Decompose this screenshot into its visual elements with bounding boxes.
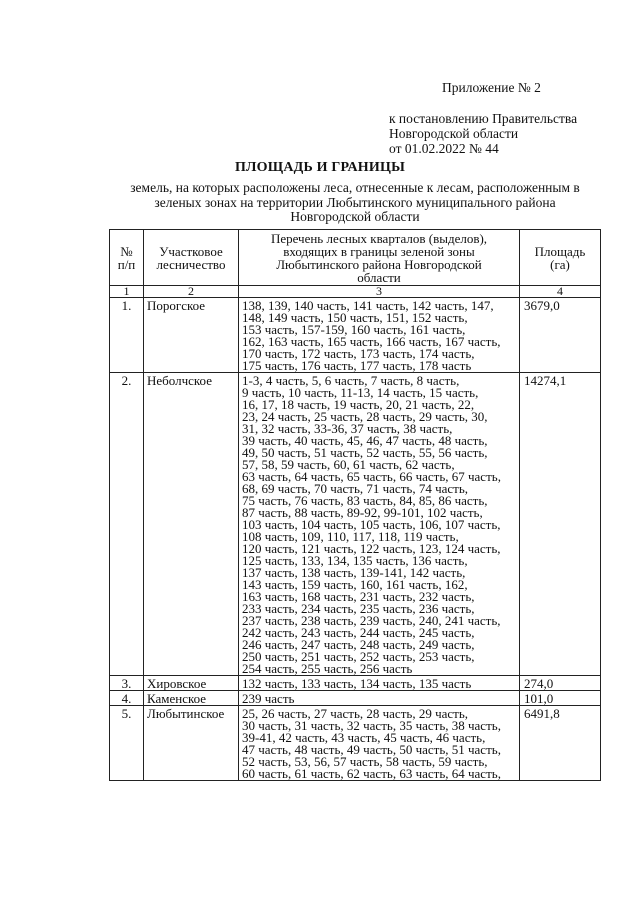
header-text-line: Любытинского района Новгородской bbox=[276, 256, 482, 272]
blocks-line: 137 часть, 138 часть, 139-141, 142 часть, bbox=[242, 565, 466, 580]
blocks-line: 103 часть, 104 часть, 105 часть, 106, 107 часть, bbox=[242, 517, 501, 532]
table-row bbox=[110, 298, 601, 373]
header-text-line: входящих в границы зеленой зоны bbox=[283, 243, 475, 259]
subtitle-line: земель, на которых расположены леса, отнесенные к лесам, расположенным в bbox=[130, 180, 580, 195]
header-number bbox=[110, 230, 144, 286]
blocks-line: 143 часть, 159 часть, 160, 161 часть, 162, bbox=[242, 577, 468, 592]
table-row bbox=[110, 691, 601, 706]
blocks-line: 162, 163 часть, 165 часть, 166 часть, 167 часть, bbox=[242, 334, 501, 349]
header-text-line: п/п bbox=[117, 256, 136, 272]
column-number: 1 bbox=[110, 286, 144, 298]
row-number-cell: 5. bbox=[110, 706, 144, 781]
appendix-line: от 01.02.2022 № 44 bbox=[389, 141, 499, 156]
blocks-line: 60 часть, 61 часть, 62 часть, 63 часть, 64 часть, bbox=[242, 766, 501, 781]
blocks-line: 30 часть, 31 часть, 32 часть, 35 часть, 38 часть, bbox=[242, 718, 501, 733]
blocks-line: 254 часть, 255 часть, 256 часть bbox=[242, 661, 413, 676]
row-number-cell: 3. bbox=[110, 676, 144, 691]
blocks-line: 52 часть, 53, 56, 57 часть, 58 часть, 59 часть, bbox=[242, 754, 488, 769]
header-area bbox=[520, 230, 601, 286]
column-number: 2 bbox=[144, 286, 239, 298]
subtitle-line: Новгородской области bbox=[290, 209, 420, 224]
column-number: 4 bbox=[520, 286, 601, 298]
row-number-cell: 1. bbox=[110, 298, 144, 373]
area-cell: 14274,1 bbox=[520, 373, 601, 676]
row-number-cell: 4. bbox=[110, 691, 144, 706]
blocks-line: 163 часть, 168 часть, 231 часть, 232 часть, bbox=[242, 589, 475, 604]
blocks-line: 49, 50 часть, 51 часть, 52 часть, 55, 56 часть, bbox=[242, 445, 488, 460]
appendix-line: Новгородской области bbox=[389, 126, 519, 141]
blocks-line: 87 часть, 88 часть, 89-92, 99-101, 102 часть, bbox=[242, 505, 483, 520]
blocks-line: 242 часть, 243 часть, 244 часть, 245 часть, bbox=[242, 625, 475, 640]
blocks-line: 138, 139, 140 часть, 141 часть, 142 часть, 147, bbox=[242, 298, 494, 313]
blocks-line: 175 часть, 176 часть, 177 часть, 178 часть bbox=[242, 358, 472, 373]
table-row bbox=[110, 706, 601, 781]
blocks-cell bbox=[239, 373, 520, 676]
forest-blocks-table bbox=[109, 229, 601, 781]
blocks-line: 237 часть, 238 часть, 239 часть, 240, 241 часть, bbox=[242, 613, 501, 628]
blocks-cell bbox=[239, 676, 520, 691]
area-cell: 274,0 bbox=[520, 676, 601, 691]
blocks-line: 250 часть, 251 часть, 252 часть, 253 часть, bbox=[242, 649, 475, 664]
blocks-line: 68, 69 часть, 70 часть, 71 часть, 74 часть, bbox=[242, 481, 469, 496]
blocks-line: 75 часть, 76 часть, 83 часть, 84, 85, 86 часть, bbox=[242, 493, 488, 508]
blocks-line: 108 часть, 109, 110, 117, 118, 119 часть, bbox=[242, 529, 459, 544]
header-blocks bbox=[239, 230, 520, 286]
forestry-cell: Неболчское bbox=[144, 373, 239, 676]
forestry-cell: Каменское bbox=[144, 691, 239, 706]
blocks-line: 39 часть, 40 часть, 45, 46, 47 часть, 48 часть, bbox=[242, 433, 488, 448]
blocks-line: 1-3, 4 часть, 5, 6 часть, 7 часть, 8 часть, bbox=[242, 373, 460, 388]
blocks-line: 132 часть, 133 часть, 134 часть, 135 часть bbox=[242, 676, 472, 691]
blocks-line: 120 часть, 121 часть, 122 часть, 123, 124 часть, bbox=[242, 541, 501, 556]
subtitle-line: зеленых зонах на территории Любытинского муниципального района bbox=[154, 194, 556, 210]
header-text-line: Участковое bbox=[159, 243, 223, 259]
table-body bbox=[110, 298, 601, 781]
document-title: ПЛОЩАДЬ И ГРАНИЦЫ bbox=[234, 160, 406, 175]
row-number-cell: 2. bbox=[110, 373, 144, 676]
appendix-block bbox=[389, 80, 619, 156]
blocks-line: 63 часть, 64 часть, 65 часть, 66 часть, 67 часть, bbox=[242, 469, 501, 484]
blocks-line: 233 часть, 234 часть, 235 часть, 236 часть, bbox=[242, 601, 475, 616]
blocks-line: 23, 24 часть, 25 часть, 28 часть, 29 часть, 30, bbox=[242, 409, 488, 424]
header-text-line: (га) bbox=[550, 256, 570, 272]
header-text-line: области bbox=[357, 269, 401, 285]
appendix-line: к постановлению Правительства bbox=[389, 111, 578, 126]
header-text-line: лесничество bbox=[156, 256, 226, 272]
header-forestry bbox=[144, 230, 239, 286]
blocks-line: 246 часть, 247 часть, 248 часть, 249 часть, bbox=[242, 637, 475, 652]
blocks-line: 16, 17, 18 часть, 19 часть, 20, 21 часть, 22, bbox=[242, 397, 475, 412]
blocks-line: 31, 32 часть, 33-36, 37 часть, 38 часть, bbox=[242, 421, 453, 436]
column-number-row bbox=[110, 286, 601, 298]
blocks-cell bbox=[239, 691, 520, 706]
appendix-number: Приложение № 2 bbox=[442, 80, 541, 95]
header-text-line: Перечень лесных кварталов (выделов), bbox=[270, 230, 488, 246]
header-text-line: № bbox=[120, 243, 133, 259]
blocks-cell bbox=[239, 706, 520, 781]
blocks-line: 9 часть, 10 часть, 11-13, 14 часть, 15 часть, bbox=[242, 385, 479, 400]
area-cell: 3679,0 bbox=[520, 298, 601, 373]
blocks-line: 153 часть, 157-159, 160 часть, 161 часть, bbox=[242, 322, 466, 337]
blocks-cell bbox=[239, 298, 520, 373]
table-row bbox=[110, 676, 601, 691]
forestry-cell: Порогское bbox=[144, 298, 239, 373]
blocks-line: 39-41, 42 часть, 43 часть, 45 часть, 46 часть, bbox=[242, 730, 486, 745]
blocks-line: 25, 26 часть, 27 часть, 28 часть, 29 часть, bbox=[242, 706, 469, 721]
blocks-line: 57, 58, 59 часть, 60, 61 часть, 62 часть, bbox=[242, 457, 455, 472]
column-number: 3 bbox=[239, 286, 520, 298]
blocks-line: 47 часть, 48 часть, 49 часть, 50 часть, 51 часть, bbox=[242, 742, 501, 757]
area-cell: 6491,8 bbox=[520, 706, 601, 781]
area-cell: 101,0 bbox=[520, 691, 601, 706]
header-text-line: Площадь bbox=[534, 243, 586, 259]
table-header-row bbox=[110, 230, 601, 286]
forestry-cell: Хировское bbox=[144, 676, 239, 691]
blocks-line: 239 часть bbox=[242, 691, 295, 706]
table-row bbox=[110, 373, 601, 676]
blocks-line: 148, 149 часть, 150 часть, 151, 152 часть, bbox=[242, 310, 468, 325]
blocks-line: 170 часть, 172 часть, 173 часть, 174 часть, bbox=[242, 346, 475, 361]
forestry-cell: Любытинское bbox=[144, 706, 239, 781]
document-subtitle bbox=[110, 181, 600, 225]
blocks-line: 125 часть, 133, 134, 135 часть, 136 часть, bbox=[242, 553, 468, 568]
